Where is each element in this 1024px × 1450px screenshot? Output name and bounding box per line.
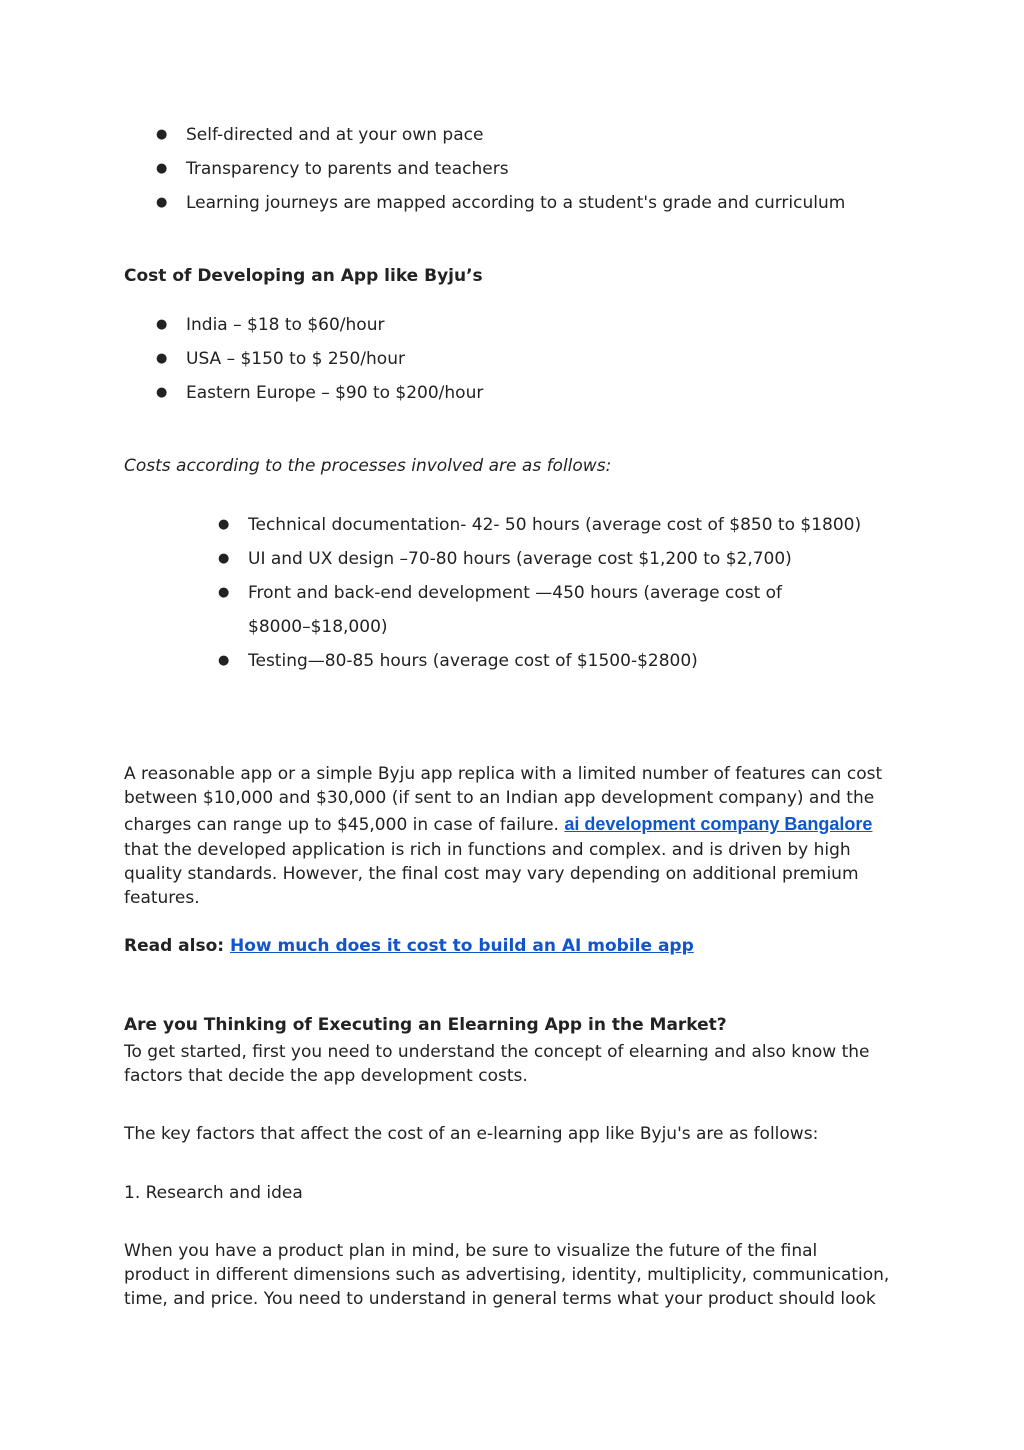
list-item-continuation: $8000–$18,000) <box>248 617 388 637</box>
list-item: ● Learning journeys are mapped according to a student's grade and curriculum <box>186 186 845 220</box>
bullet-icon: ● <box>156 195 168 210</box>
features-list <box>156 118 846 220</box>
bullet-icon: ● <box>156 161 168 176</box>
paragraph-line: quality standards. However, the final cost may vary depending on additional premium <box>124 864 859 884</box>
bullet-icon: ● <box>156 385 168 400</box>
process-costs-list <box>218 508 862 678</box>
list-item: ● USA – $150 to $ 250/hour <box>186 342 483 376</box>
paragraph-line: factors that decide the app development costs. <box>124 1066 528 1086</box>
factor-1-title: 1. Research and idea <box>124 1183 303 1203</box>
list-item: ● Front and back-end development —450 hours (average cost of <box>248 576 861 610</box>
bullet-icon: ● <box>218 653 230 668</box>
paragraph-line: A reasonable app or a simple Byju app replica with a limited number of features can cost <box>124 764 883 784</box>
regional-rates-list <box>156 308 484 410</box>
bullet-icon: ● <box>218 551 230 566</box>
read-also <box>124 934 694 958</box>
bullet-icon: ● <box>156 317 168 332</box>
paragraph-line: between $10,000 and $30,000 (if sent to an Indian app development company) and the <box>124 788 875 808</box>
read-also-label: Read also: <box>124 936 230 956</box>
list-item: ● Technical documentation- 42- 50 hours (average cost of $850 to $1800) <box>248 508 861 542</box>
list-item: ● Self-directed and at your own pace <box>186 118 845 152</box>
paragraph-line: product in different dimensions such as advertising, identity, multiplicity, communication, <box>124 1265 890 1285</box>
key-factors-intro: The key factors that affect the cost of an e-learning app like Byju's are as follows: <box>124 1124 819 1144</box>
bullet-icon: ● <box>156 127 168 142</box>
bullet-icon: ● <box>218 517 230 532</box>
paragraph-line: that the developed application is rich in functions and complex. and is driven by high <box>124 840 851 860</box>
paragraph-line: features. <box>124 888 200 908</box>
ai-development-company-link[interactable]: ai development company Bangalore <box>564 814 873 834</box>
paragraph-line: When you have a product plan in mind, be sure to visualize the future of the final <box>124 1241 818 1261</box>
list-item: ● Testing—80-85 hours (average cost of $1500-$2800) <box>248 644 861 678</box>
elearning-heading: Are you Thinking of Executing an Elearning App in the Market? <box>124 1015 727 1035</box>
list-item: ● India – $18 to $60/hour <box>186 308 483 342</box>
paragraph-line: time, and price. You need to understand in general terms what your product should look <box>124 1289 876 1309</box>
cost-heading: Cost of Developing an App like Byju’s <box>124 266 483 286</box>
list-item: ● Transparency to parents and teachers <box>186 152 845 186</box>
read-also-link[interactable]: How much does it cost to build an AI mobile app <box>230 936 694 956</box>
bullet-icon: ● <box>218 585 230 600</box>
list-item: ● UI and UX design –70-80 hours (average cost $1,200 to $2,700) <box>248 542 861 576</box>
paragraph-line: charges can range up to $45,000 in case of failure. ai development company Bangalore <box>124 814 873 835</box>
paragraph-line: To get started, first you need to understand the concept of elearning and also know the <box>124 1042 870 1062</box>
list-item: ● Eastern Europe – $90 to $200/hour <box>186 376 483 410</box>
process-intro: Costs according to the processes involved are as follows: <box>124 456 612 476</box>
bullet-icon: ● <box>156 351 168 366</box>
